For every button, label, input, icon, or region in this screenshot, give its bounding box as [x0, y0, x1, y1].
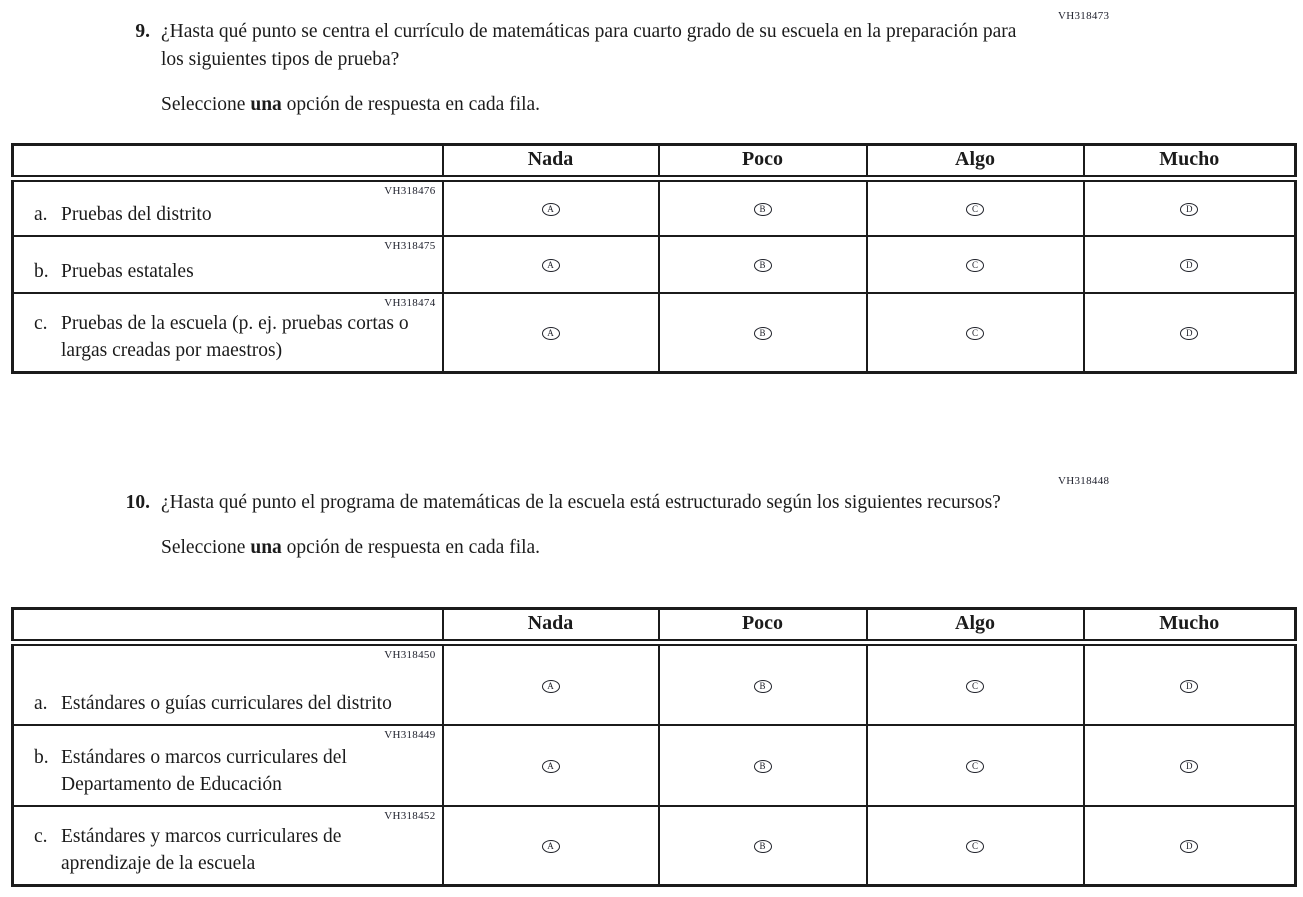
row-label: Estándares y marcos curriculares de aprendizaje de la escuela: [61, 825, 342, 874]
bubble-letter: A: [547, 204, 554, 215]
option-bubble-a[interactable]: [542, 760, 560, 773]
question-10-instruction: [161, 534, 1041, 562]
row-code: VH318476: [384, 185, 436, 197]
question-9-number: 9.: [135, 21, 150, 42]
option-cell: [659, 806, 867, 886]
option-cell: [1084, 179, 1296, 236]
option-bubble-b[interactable]: [754, 327, 772, 340]
option-cell: [659, 236, 867, 293]
option-bubble-c[interactable]: [966, 760, 984, 773]
row-label-cell: [13, 179, 443, 236]
bubble-letter: C: [971, 260, 978, 270]
option-bubble-a[interactable]: [542, 259, 560, 272]
bubble-letter: B: [759, 260, 766, 270]
option-bubble-c[interactable]: [966, 259, 984, 272]
table-row: [13, 725, 1296, 806]
row-letter: b.: [34, 746, 49, 768]
bubble-letter: A: [547, 761, 554, 771]
table-row: [13, 806, 1296, 886]
bubble-letter: A: [547, 680, 554, 691]
row-label: Estándares o guías curriculares del distrito: [61, 692, 392, 714]
option-bubble-c[interactable]: [966, 840, 984, 853]
question-9-response-table: [11, 143, 1297, 374]
bubble-letter: B: [759, 841, 766, 851]
option-bubble-a[interactable]: [542, 327, 560, 340]
question-9-prompt: ¿Hasta qué punto se centra el currículo de matemáticas para cuarto grado de su escuela en la preparación para los siguientes tipos de prueba?: [161, 21, 1017, 70]
option-bubble-b[interactable]: [754, 680, 772, 693]
option-cell: [443, 236, 659, 293]
option-cell: [867, 179, 1084, 236]
bubble-letter: B: [759, 328, 766, 338]
bubble-letter: B: [759, 204, 766, 215]
column-header-mucho: Mucho: [1084, 145, 1296, 179]
instruction-pre: Seleccione: [161, 94, 251, 115]
option-cell: [443, 725, 659, 806]
column-header-nada: Nada: [443, 609, 659, 643]
option-cell: [659, 725, 867, 806]
row-label: Pruebas de la escuela (p. ej. pruebas cortas o largas creadas por maestros): [61, 312, 409, 361]
row-code: VH318452: [384, 809, 436, 822]
option-cell: [867, 725, 1084, 806]
row-letter: a.: [34, 692, 48, 714]
option-bubble-d[interactable]: [1180, 203, 1198, 216]
question-9: [100, 18, 1041, 119]
row-letter: b.: [34, 260, 49, 282]
option-bubble-a[interactable]: [542, 680, 560, 693]
option-cell: [443, 643, 659, 725]
row-label-cell: [13, 643, 443, 725]
option-cell: [443, 806, 659, 886]
row-label: Pruebas estatales: [61, 260, 194, 282]
bubble-letter: B: [759, 761, 766, 771]
option-bubble-b[interactable]: [754, 840, 772, 853]
option-bubble-d[interactable]: [1180, 327, 1198, 340]
option-bubble-d[interactable]: [1180, 760, 1198, 773]
table-row: [13, 643, 1296, 725]
question-10-prompt: ¿Hasta qué punto el programa de matemáticas de la escuela está estructurado según los siguientes recursos?: [161, 492, 1001, 513]
question-9-instruction: [161, 91, 1041, 119]
option-bubble-d[interactable]: [1180, 259, 1198, 272]
option-bubble-b[interactable]: [754, 203, 772, 216]
bubble-letter: B: [759, 680, 766, 691]
option-cell: [1084, 293, 1296, 373]
bubble-letter: A: [547, 328, 554, 338]
bubble-letter: A: [547, 841, 554, 851]
bubble-letter: C: [971, 841, 978, 851]
row-code: VH318475: [384, 239, 436, 252]
option-cell: [867, 236, 1084, 293]
instruction-bold: una: [250, 537, 282, 558]
row-label: Estándares o marcos curriculares del Departamento de Educación: [61, 746, 347, 795]
option-bubble-a[interactable]: [542, 203, 560, 216]
option-cell: [1084, 806, 1296, 886]
bubble-letter: D: [1186, 680, 1193, 691]
q9-header-empty: [13, 145, 443, 179]
table-row: [13, 293, 1296, 373]
option-cell: [443, 293, 659, 373]
option-bubble-c[interactable]: [966, 680, 984, 693]
table-row: [13, 179, 1296, 236]
bubble-letter: D: [1186, 328, 1193, 338]
row-code: VH318450: [384, 649, 436, 661]
question-10-response-table: [11, 607, 1297, 887]
bubble-letter: C: [971, 204, 978, 215]
bubble-letter: C: [971, 680, 978, 691]
bubble-letter: D: [1186, 841, 1193, 851]
option-cell: [1084, 725, 1296, 806]
option-bubble-b[interactable]: [754, 760, 772, 773]
option-bubble-d[interactable]: [1180, 840, 1198, 853]
bubble-letter: C: [971, 761, 978, 771]
table-row: [13, 236, 1296, 293]
row-label-cell: [13, 236, 443, 293]
bubble-letter: A: [547, 260, 554, 270]
row-label-cell: [13, 806, 443, 886]
bubble-letter: D: [1186, 204, 1193, 215]
bubble-letter: D: [1186, 260, 1193, 270]
option-bubble-d[interactable]: [1180, 680, 1198, 693]
question-9-code: VH318473: [1058, 10, 1110, 22]
option-cell: [867, 643, 1084, 725]
question-10-number: 10.: [125, 492, 150, 513]
instruction-post: opción de respuesta en cada fila.: [281, 537, 541, 558]
bubble-letter: D: [1186, 761, 1193, 771]
bubble-letter: C: [971, 328, 978, 338]
row-letter: c.: [34, 312, 48, 334]
question-10: [100, 489, 1041, 562]
q10-header-row: [13, 609, 1296, 643]
column-header-mucho: Mucho: [1084, 609, 1296, 643]
column-header-algo: Algo: [867, 145, 1084, 179]
option-cell: [659, 293, 867, 373]
option-cell: [867, 806, 1084, 886]
option-bubble-a[interactable]: [542, 840, 560, 853]
option-bubble-c[interactable]: [966, 203, 984, 216]
row-label-cell: [13, 725, 443, 806]
row-letter: c.: [34, 825, 48, 847]
option-cell: [659, 179, 867, 236]
q9-header-row: [13, 145, 1296, 179]
option-bubble-b[interactable]: [754, 259, 772, 272]
instruction-bold: una: [250, 94, 282, 115]
row-letter: a.: [34, 203, 48, 225]
column-header-nada: Nada: [443, 145, 659, 179]
option-cell: [659, 643, 867, 725]
option-cell: [1084, 236, 1296, 293]
question-10-code: VH318448: [1058, 475, 1110, 487]
instruction-pre: Seleccione: [161, 537, 251, 558]
instruction-post: opción de respuesta en cada fila.: [281, 94, 541, 115]
column-header-poco: Poco: [659, 145, 867, 179]
row-label: Pruebas del distrito: [61, 203, 212, 225]
option-bubble-c[interactable]: [966, 327, 984, 340]
column-header-poco: Poco: [659, 609, 867, 643]
option-cell: [1084, 643, 1296, 725]
q10-header-empty: [13, 609, 443, 643]
row-code: VH318474: [384, 296, 436, 309]
row-code: VH318449: [384, 728, 436, 741]
option-cell: [443, 179, 659, 236]
row-label-cell: [13, 293, 443, 373]
option-cell: [867, 293, 1084, 373]
column-header-algo: Algo: [867, 609, 1084, 643]
